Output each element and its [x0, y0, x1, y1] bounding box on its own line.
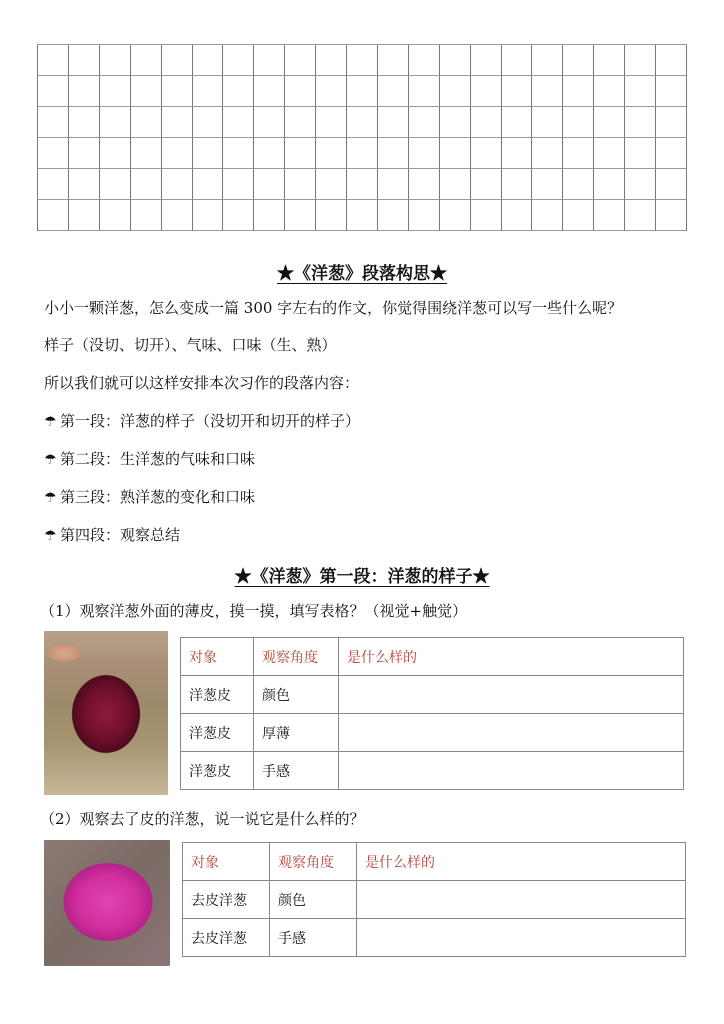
grid-cell[interactable]	[38, 169, 69, 200]
grid-cell[interactable]	[316, 76, 347, 107]
table-row: 去皮洋葱 手感	[183, 919, 686, 957]
grid-cell[interactable]	[38, 107, 69, 138]
intro-question: 小小一颗洋葱，怎么变成一篇 300 字左右的作文，你觉得围绕洋葱可以写一些什么呢？	[44, 299, 623, 317]
grid-cell[interactable]	[409, 169, 440, 200]
grid-cell[interactable]	[131, 76, 162, 107]
grid-cell[interactable]	[563, 200, 594, 231]
table-row: 洋葱皮 手感	[181, 752, 684, 790]
grid-cell[interactable]	[563, 76, 594, 107]
aspects-line: 样子（没切、切开）、气味、口味（生、熟）	[44, 336, 337, 354]
answer-cell[interactable]	[357, 881, 686, 919]
grid-cell[interactable]	[378, 76, 409, 107]
answer-cell[interactable]	[339, 714, 684, 752]
grid-cell[interactable]	[223, 200, 254, 231]
grid-cell[interactable]	[563, 45, 594, 76]
grid-cell[interactable]	[378, 45, 409, 76]
umbrella-icon: ☂	[44, 490, 57, 506]
grid-cell[interactable]	[254, 169, 285, 200]
grid-cell[interactable]	[471, 138, 502, 169]
grid-cell[interactable]	[471, 76, 502, 107]
grid-cell[interactable]	[100, 45, 131, 76]
grid-cell[interactable]	[347, 45, 378, 76]
grid-cell[interactable]	[471, 200, 502, 231]
grid-cell[interactable]	[193, 76, 224, 107]
grid-cell[interactable]	[69, 169, 100, 200]
grid-cell[interactable]	[656, 45, 687, 76]
grid-cell[interactable]	[38, 138, 69, 169]
grid-cell[interactable]	[440, 45, 471, 76]
grid-cell[interactable]	[131, 45, 162, 76]
table-row: 洋葱皮 厚薄	[181, 714, 684, 752]
paragraph-plan-item: ☂ 第二段：生洋葱的气味和口味	[44, 450, 256, 468]
grid-cell[interactable]	[378, 138, 409, 169]
grid-cell[interactable]	[471, 45, 502, 76]
grid-cell[interactable]	[162, 107, 193, 138]
onion-with-skin-photo	[44, 631, 168, 795]
grid-cell[interactable]	[193, 45, 224, 76]
grid-cell[interactable]	[100, 76, 131, 107]
section-title-paragraph-plan: ★《洋葱》段落构思★	[277, 264, 447, 284]
grid-cell[interactable]	[656, 76, 687, 107]
grid-cell[interactable]	[38, 45, 69, 76]
grid-cell[interactable]	[347, 107, 378, 138]
grid-cell[interactable]	[223, 169, 254, 200]
grid-cell[interactable]	[254, 138, 285, 169]
grid-cell[interactable]	[100, 138, 131, 169]
grid-cell[interactable]	[254, 107, 285, 138]
grid-cell[interactable]	[193, 107, 224, 138]
grid-cell[interactable]	[316, 45, 347, 76]
grid-cell[interactable]	[563, 169, 594, 200]
grid-cell[interactable]	[254, 200, 285, 231]
grid-cell[interactable]	[347, 169, 378, 200]
grid-cell[interactable]	[223, 107, 254, 138]
grid-cell[interactable]	[131, 200, 162, 231]
grid-cell[interactable]	[285, 76, 316, 107]
grid-cell[interactable]	[656, 138, 687, 169]
grid-cell[interactable]	[594, 76, 625, 107]
grid-cell[interactable]	[162, 169, 193, 200]
grid-cell[interactable]	[347, 200, 378, 231]
grid-cell[interactable]	[594, 138, 625, 169]
grid-cell[interactable]	[440, 169, 471, 200]
grid-cell[interactable]	[502, 76, 533, 107]
grid-cell[interactable]	[193, 200, 224, 231]
writing-grid[interactable]	[37, 44, 687, 231]
grid-cell[interactable]	[532, 200, 563, 231]
grid-cell[interactable]	[594, 200, 625, 231]
grid-cell[interactable]	[378, 200, 409, 231]
grid-cell[interactable]	[532, 45, 563, 76]
section-title-appearance: ★《洋葱》第一段：洋葱的样子★	[234, 567, 490, 587]
question-2: （2）观察去了皮的洋葱，说一说它是什么样的？	[40, 810, 365, 828]
grid-cell[interactable]	[316, 200, 347, 231]
grid-cell[interactable]	[162, 200, 193, 231]
paragraph-plan-item: ☂ 第三段：熟洋葱的变化和口味	[44, 488, 256, 506]
answer-cell[interactable]	[339, 676, 684, 714]
grid-cell[interactable]	[100, 200, 131, 231]
grid-cell[interactable]	[625, 45, 656, 76]
grid-cell[interactable]	[563, 138, 594, 169]
grid-cell[interactable]	[440, 200, 471, 231]
grid-cell[interactable]	[409, 45, 440, 76]
paragraph-plan-item: ☂ 第四段：观察总结	[44, 526, 181, 544]
paragraph-plan-item: ☂ 第一段：洋葱的样子（没切开和切开的样子）	[44, 412, 361, 430]
grid-cell[interactable]	[656, 169, 687, 200]
grid-cell[interactable]	[502, 107, 533, 138]
grid-cell[interactable]	[316, 107, 347, 138]
umbrella-icon: ☂	[44, 414, 57, 430]
grid-cell[interactable]	[316, 169, 347, 200]
grid-cell[interactable]	[563, 107, 594, 138]
grid-cell[interactable]	[69, 138, 100, 169]
grid-cell[interactable]	[285, 200, 316, 231]
grid-cell[interactable]	[625, 200, 656, 231]
grid-cell[interactable]	[285, 45, 316, 76]
grid-cell[interactable]	[131, 107, 162, 138]
table-header-row: 对象 观察角度 是什么样的	[183, 843, 686, 881]
grid-cell[interactable]	[378, 169, 409, 200]
grid-cell[interactable]	[625, 169, 656, 200]
grid-cell[interactable]	[162, 76, 193, 107]
grid-cell[interactable]	[594, 169, 625, 200]
grid-cell[interactable]	[409, 138, 440, 169]
grid-cell[interactable]	[223, 138, 254, 169]
grid-cell[interactable]	[69, 76, 100, 107]
grid-cell[interactable]	[532, 76, 563, 107]
grid-cell[interactable]	[532, 138, 563, 169]
grid-cell[interactable]	[656, 107, 687, 138]
grid-cell[interactable]	[285, 169, 316, 200]
grid-cell[interactable]	[625, 107, 656, 138]
grid-cell[interactable]	[193, 169, 224, 200]
grid-cell[interactable]	[69, 200, 100, 231]
grid-cell[interactable]	[69, 45, 100, 76]
grid-cell[interactable]	[223, 45, 254, 76]
grid-cell[interactable]	[347, 76, 378, 107]
grid-cell[interactable]	[502, 45, 533, 76]
table-row: 去皮洋葱 颜色	[183, 881, 686, 919]
observation-table-peeled	[182, 842, 686, 957]
grid-cell[interactable]	[285, 138, 316, 169]
observation-table-skin	[180, 637, 684, 790]
grid-cell[interactable]	[254, 76, 285, 107]
grid-cell[interactable]	[409, 200, 440, 231]
grid-cell[interactable]	[38, 200, 69, 231]
grid-cell[interactable]	[471, 169, 502, 200]
grid-cell[interactable]	[162, 45, 193, 76]
grid-cell[interactable]	[131, 138, 162, 169]
grid-cell[interactable]	[656, 200, 687, 231]
grid-cell[interactable]	[440, 76, 471, 107]
grid-cell[interactable]	[532, 107, 563, 138]
grid-cell[interactable]	[625, 76, 656, 107]
grid-cell[interactable]	[502, 138, 533, 169]
question-1: （1）观察洋葱外面的薄皮，摸一摸，填写表格？（视觉+触觉）	[40, 602, 468, 620]
grid-cell[interactable]	[625, 138, 656, 169]
grid-cell[interactable]	[594, 107, 625, 138]
grid-cell[interactable]	[193, 138, 224, 169]
grid-cell[interactable]	[409, 107, 440, 138]
grid-cell[interactable]	[131, 169, 162, 200]
grid-cell[interactable]	[316, 138, 347, 169]
plan-intro: 所以我们就可以这样安排本次习作的段落内容：	[44, 374, 360, 392]
grid-cell[interactable]	[162, 138, 193, 169]
grid-cell[interactable]	[532, 169, 563, 200]
answer-cell[interactable]	[357, 919, 686, 957]
grid-cell[interactable]	[223, 76, 254, 107]
grid-cell[interactable]	[440, 107, 471, 138]
grid-cell[interactable]	[471, 107, 502, 138]
table-header-row: 对象 观察角度 是什么样的	[181, 638, 684, 676]
grid-cell[interactable]	[69, 107, 100, 138]
grid-cell[interactable]	[502, 169, 533, 200]
grid-cell[interactable]	[100, 169, 131, 200]
grid-cell[interactable]	[347, 138, 378, 169]
grid-cell[interactable]	[378, 107, 409, 138]
umbrella-icon: ☂	[44, 528, 57, 544]
grid-cell[interactable]	[502, 200, 533, 231]
grid-cell[interactable]	[409, 76, 440, 107]
answer-cell[interactable]	[339, 752, 684, 790]
grid-cell[interactable]	[100, 107, 131, 138]
grid-cell[interactable]	[440, 138, 471, 169]
grid-cell[interactable]	[38, 76, 69, 107]
peeled-onion-photo	[44, 840, 170, 966]
grid-cell[interactable]	[254, 45, 285, 76]
grid-cell[interactable]	[285, 107, 316, 138]
grid-cell[interactable]	[594, 45, 625, 76]
umbrella-icon: ☂	[44, 452, 57, 468]
table-row: 洋葱皮 颜色	[181, 676, 684, 714]
